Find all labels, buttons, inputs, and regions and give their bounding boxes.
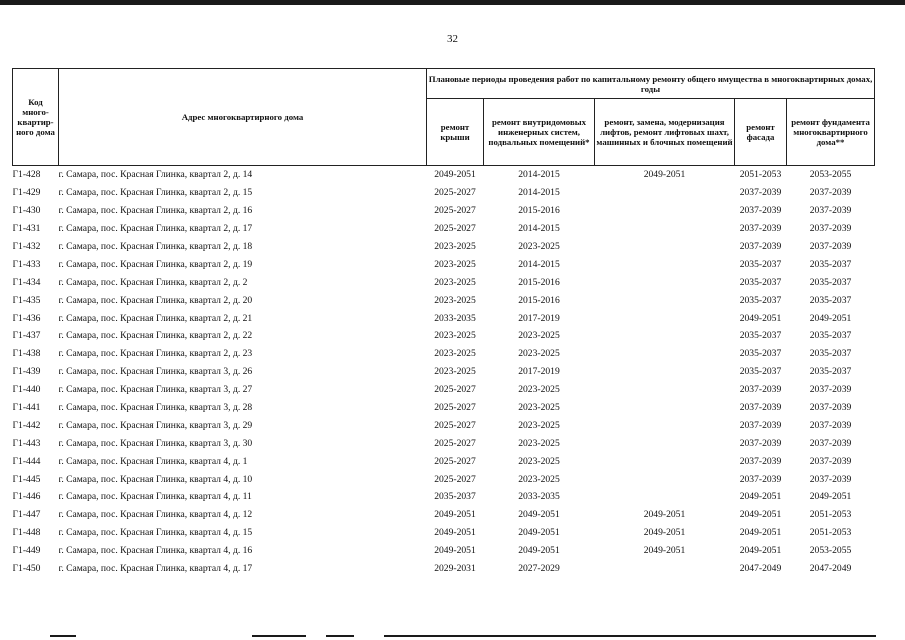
cell-roof: 2049-2051	[434, 509, 476, 521]
bottom-rule	[326, 635, 354, 637]
cell-elevators	[595, 184, 735, 202]
cell-foundation: 2053-2055	[809, 169, 852, 181]
cell-elevators	[595, 291, 735, 309]
cell-address: г. Самара, пос. Красная Глинка, квартал 4, д. 10	[58, 473, 253, 485]
table-row	[13, 309, 875, 327]
cell-code: Г1-449	[12, 545, 41, 557]
cell-elevators	[595, 202, 735, 220]
cell-engineering: 2023-2025	[518, 330, 560, 342]
cell-address: г. Самара, пос. Красная Глинка, квартал 2, д. 15	[58, 187, 253, 199]
table-row	[13, 416, 875, 434]
cell-elevators	[595, 363, 735, 381]
cell-elevators	[595, 560, 735, 578]
table-row	[13, 220, 875, 238]
cell-engineering: 2027-2029	[518, 563, 560, 575]
cell-foundation: 2051-2053	[809, 509, 852, 521]
cell-roof: 2023-2025	[434, 294, 476, 306]
cell-engineering: 2023-2025	[518, 348, 560, 360]
cell-engineering: 2014-2015	[518, 223, 560, 235]
cell-address: г. Самара, пос. Красная Глинка, квартал 2, д. 19	[58, 258, 253, 270]
cell-code: Г1-448	[12, 527, 41, 539]
table-row	[13, 255, 875, 273]
cell-code: Г1-435	[12, 294, 41, 306]
cell-facade: 2049-2051	[739, 509, 782, 521]
cell-engineering: 2033-2035	[518, 491, 560, 503]
table-row	[13, 238, 875, 256]
bottom-rule	[252, 635, 306, 637]
cell-foundation: 2035-2037	[809, 366, 852, 378]
cell-address: г. Самара, пос. Красная Глинка, квартал 4, д. 17	[58, 563, 253, 575]
cell-facade: 2047-2049	[739, 563, 782, 575]
cell-code: Г1-443	[12, 437, 41, 449]
cell-foundation: 2037-2039	[809, 241, 852, 252]
cell-facade: 2037-2039	[739, 455, 782, 467]
cell-engineering: 2014-2015	[518, 258, 560, 270]
table-row	[13, 166, 875, 184]
table-row	[13, 327, 875, 345]
cell-code: Г1-432	[12, 241, 41, 252]
cell-foundation: 2037-2039	[809, 473, 852, 485]
cell-code: Г1-431	[12, 223, 41, 235]
cell-elevators	[595, 255, 735, 273]
cell-facade: 2035-2037	[739, 276, 782, 288]
cell-foundation: 2053-2055	[809, 545, 852, 557]
cell-foundation: 2037-2039	[809, 223, 852, 235]
cell-engineering: 2023-2025	[518, 437, 560, 449]
cell-roof: 2049-2051	[434, 545, 476, 557]
cell-elevators: 2049-2051	[643, 509, 686, 521]
capital-repair-table	[12, 68, 875, 577]
header-elevators: ремонт, замена, модернизация лифтов, ремонт лифтовых шахт, машинных и блочных помещений	[595, 99, 735, 166]
cell-foundation: 2037-2039	[809, 384, 852, 396]
cell-facade: 2035-2037	[739, 366, 782, 378]
cell-roof: 2025-2027	[434, 419, 476, 431]
cell-facade: 2035-2037	[739, 348, 782, 360]
cell-foundation: 2047-2049	[809, 563, 852, 575]
cell-elevators	[595, 452, 735, 470]
cell-facade: 2049-2051	[739, 312, 782, 324]
cell-code: Г1-447	[12, 509, 41, 521]
cell-address: г. Самара, пос. Красная Глинка, квартал 4, д. 15	[58, 527, 253, 539]
cell-facade: 2037-2039	[739, 205, 782, 217]
top-rule	[0, 0, 905, 5]
header-facade: ремонт фасада	[735, 99, 787, 166]
cell-engineering: 2014-2015	[518, 187, 560, 199]
cell-engineering: 2049-2051	[518, 527, 560, 539]
cell-facade: 2035-2037	[739, 294, 782, 306]
cell-foundation: 2035-2037	[809, 294, 852, 306]
cell-elevators	[595, 238, 735, 256]
cell-address: г. Самара, пос. Красная Глинка, квартал 3, д. 29	[58, 419, 253, 431]
cell-code: Г1-442	[12, 419, 41, 431]
cell-code: Г1-441	[12, 402, 41, 414]
cell-foundation: 2049-2051	[809, 312, 852, 324]
cell-roof: 2023-2025	[434, 366, 476, 378]
cell-engineering: 2015-2016	[518, 294, 560, 306]
cell-address: г. Самара, пос. Красная Глинка, квартал 4, д. 16	[58, 545, 253, 557]
cell-roof: 2025-2027	[434, 455, 476, 467]
cell-facade: 2051-2053	[739, 169, 782, 181]
cell-elevators	[595, 416, 735, 434]
cell-facade: 2037-2039	[739, 402, 782, 414]
cell-roof: 2029-2031	[434, 563, 476, 575]
cell-roof: 2023-2025	[434, 330, 476, 342]
cell-code: Г1-445	[12, 473, 41, 485]
cell-elevators	[595, 434, 735, 452]
cell-roof: 2023-2025	[434, 348, 476, 360]
cell-roof: 2025-2027	[434, 437, 476, 449]
cell-foundation: 2037-2039	[809, 402, 852, 414]
cell-roof: 2025-2027	[434, 223, 476, 235]
cell-address: г. Самара, пос. Красная Глинка, квартал 4, д. 11	[58, 491, 252, 503]
header-roof: ремонт крыши	[427, 99, 484, 166]
cell-elevators	[595, 220, 735, 238]
cell-foundation: 2049-2051	[809, 491, 852, 503]
cell-address: г. Самара, пос. Красная Глинка, квартал 2, д. 17	[58, 223, 253, 235]
cell-engineering: 2017-2019	[518, 312, 560, 324]
cell-code: Г1-430	[12, 205, 41, 217]
cell-engineering: 2023-2025	[518, 241, 560, 252]
table-row	[13, 470, 875, 488]
cell-engineering: 2049-2051	[518, 545, 560, 557]
header-foundation: ремонт фундамента многоквартирного дома**	[787, 99, 875, 166]
cell-elevators	[595, 345, 735, 363]
cell-code: Г1-433	[12, 258, 41, 270]
cell-elevators	[595, 273, 735, 291]
cell-engineering: 2015-2016	[518, 205, 560, 217]
cell-code: Г1-429	[12, 187, 41, 199]
cell-roof: 2025-2027	[434, 384, 476, 396]
cell-elevators	[595, 381, 735, 399]
table-row	[13, 524, 875, 542]
cell-code: Г1-444	[12, 455, 41, 467]
cell-facade: 2035-2037	[739, 330, 782, 342]
cell-address: г. Самара, пос. Красная Глинка, квартал 3, д. 26	[58, 366, 253, 378]
cell-roof: 2025-2027	[434, 473, 476, 485]
cell-code: Г1-440	[12, 384, 41, 396]
cell-code: Г1-437	[12, 330, 41, 342]
cell-elevators	[595, 399, 735, 417]
cell-elevators	[595, 488, 735, 506]
cell-engineering: 2023-2025	[518, 419, 560, 431]
table-row	[13, 560, 875, 578]
cell-address: г. Самара, пос. Красная Глинка, квартал 2, д. 23	[58, 348, 253, 360]
cell-elevators: 2049-2051	[643, 169, 686, 181]
cell-engineering: 2023-2025	[518, 384, 560, 396]
cell-engineering: 2023-2025	[518, 402, 560, 414]
cell-foundation: 2035-2037	[809, 348, 852, 360]
header-engineering: ремонт внутридомовых инженерных систем, подвальных помещений*	[484, 99, 595, 166]
bottom-rule	[50, 635, 76, 637]
table-row	[13, 291, 875, 309]
table-row	[13, 542, 875, 560]
cell-facade: 2037-2039	[739, 437, 782, 449]
cell-facade: 2049-2051	[739, 545, 782, 557]
table-row	[13, 363, 875, 381]
header-address: Адрес многоквартирного дома	[59, 69, 427, 166]
cell-foundation: 2037-2039	[809, 187, 852, 199]
cell-address: г. Самара, пос. Красная Глинка, квартал 2, д. 21	[58, 312, 253, 324]
cell-roof: 2023-2025	[434, 276, 476, 288]
cell-code: Г1-450	[12, 563, 41, 575]
bottom-rule	[384, 635, 876, 637]
cell-code: Г1-436	[12, 312, 41, 324]
table-row	[13, 202, 875, 220]
cell-elevators: 2049-2051	[643, 545, 686, 557]
cell-facade: 2035-2037	[739, 258, 782, 270]
cell-elevators	[595, 309, 735, 327]
cell-roof: 2025-2027	[434, 187, 476, 199]
cell-code: Г1-434	[12, 276, 41, 288]
cell-roof: 2049-2051	[434, 169, 476, 181]
cell-engineering: 2023-2025	[518, 473, 560, 485]
cell-address: г. Самара, пос. Красная Глинка, квартал 2, д. 2	[58, 276, 248, 288]
cell-address: г. Самара, пос. Красная Глинка, квартал 2, д. 22	[58, 330, 253, 342]
table-row	[13, 399, 875, 417]
cell-foundation: 2037-2039	[809, 437, 852, 449]
cell-foundation: 2051-2053	[809, 527, 852, 539]
cell-roof: 2049-2051	[434, 527, 476, 539]
cell-facade: 2037-2039	[739, 187, 782, 199]
cell-elevators: 2049-2051	[643, 527, 686, 539]
cell-facade: 2037-2039	[739, 241, 782, 252]
cell-foundation: 2035-2037	[809, 330, 852, 342]
table-row	[13, 452, 875, 470]
cell-foundation: 2035-2037	[809, 258, 852, 270]
cell-engineering: 2015-2016	[518, 276, 560, 288]
cell-facade: 2037-2039	[739, 419, 782, 431]
cell-roof: 2025-2027	[434, 402, 476, 414]
table-row	[13, 506, 875, 524]
cell-roof: 2035-2037	[434, 491, 476, 503]
header-group: Плановые периоды проведения работ по капитальному ремонту общего имущества в многоквартирных домах, годы	[427, 69, 875, 99]
table-row	[13, 273, 875, 291]
cell-engineering: 2017-2019	[518, 366, 560, 378]
cell-address: г. Самара, пос. Красная Глинка, квартал 3, д. 28	[58, 402, 253, 414]
cell-facade: 2049-2051	[739, 527, 782, 539]
cell-facade: 2037-2039	[739, 384, 782, 396]
cell-roof: 2023-2025	[434, 241, 476, 252]
cell-address: г. Самара, пос. Красная Глинка, квартал 2, д. 20	[58, 294, 253, 306]
cell-address: г. Самара, пос. Красная Глинка, квартал 3, д. 30	[58, 437, 253, 449]
cell-code: Г1-446	[12, 491, 41, 503]
table-header	[13, 69, 875, 166]
cell-foundation: 2035-2037	[809, 276, 852, 288]
cell-address: г. Самара, пос. Красная Глинка, квартал 2, д. 16	[58, 205, 253, 217]
table-row	[13, 488, 875, 506]
table-row	[13, 381, 875, 399]
cell-code: Г1-438	[12, 348, 41, 360]
cell-address: г. Самара, пос. Красная Глинка, квартал 2, д. 14	[58, 169, 253, 181]
cell-code: Г1-439	[12, 366, 41, 378]
cell-foundation: 2037-2039	[809, 455, 852, 467]
cell-elevators	[595, 470, 735, 488]
cell-code: Г1-428	[12, 169, 41, 181]
cell-address: г. Самара, пос. Красная Глинка, квартал 2, д. 18	[58, 241, 253, 252]
table-row	[13, 434, 875, 452]
cell-roof: 2025-2027	[434, 205, 476, 217]
cell-engineering: 2014-2015	[518, 169, 560, 181]
table-row	[13, 345, 875, 363]
cell-facade: 2037-2039	[739, 223, 782, 235]
cell-roof: 2023-2025	[434, 258, 476, 270]
cell-foundation: 2037-2039	[809, 205, 852, 217]
cell-engineering: 2023-2025	[518, 455, 560, 467]
table-row	[13, 184, 875, 202]
cell-foundation: 2037-2039	[809, 419, 852, 431]
page-number: 32	[447, 33, 458, 45]
cell-address: г. Самара, пос. Красная Глинка, квартал 3, д. 27	[58, 384, 253, 396]
cell-facade: 2037-2039	[739, 473, 782, 485]
cell-engineering: 2049-2051	[518, 509, 560, 521]
header-code: Код много-квартир-ного дома	[13, 69, 59, 166]
table-body	[13, 166, 875, 578]
cell-address: г. Самара, пос. Красная Глинка, квартал 4, д. 1	[58, 455, 248, 467]
cell-roof: 2033-2035	[434, 312, 476, 324]
cell-elevators	[595, 327, 735, 345]
cell-facade: 2049-2051	[739, 491, 782, 503]
cell-address: г. Самара, пос. Красная Глинка, квартал 4, д. 12	[58, 509, 253, 521]
